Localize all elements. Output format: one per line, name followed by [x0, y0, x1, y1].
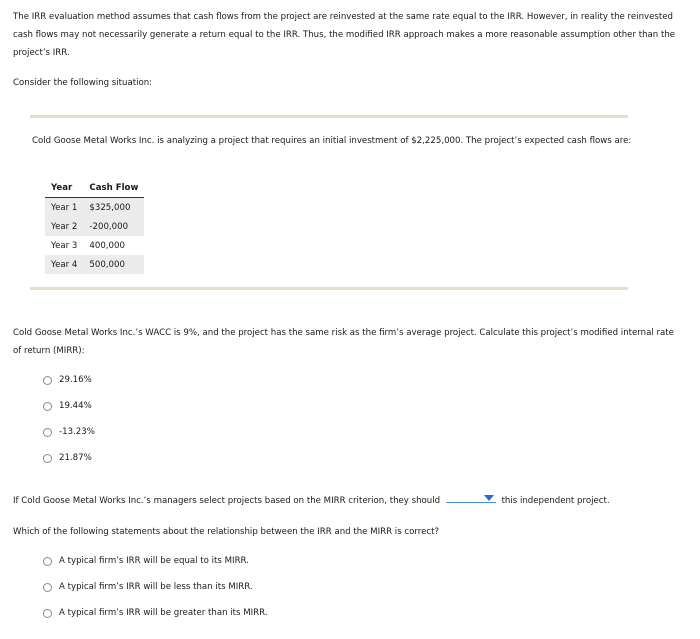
irr-mirr-question: Which of the following statements about the relationship between the IRR and the MIRR is correct? — [13, 527, 440, 537]
cash-flow-table — [45, 179, 144, 274]
year-cell: Year 3 — [51, 240, 78, 251]
table-row — [45, 198, 144, 218]
option-label: A typical firm’s IRR will be greater than its MIRR. — [59, 608, 268, 618]
bottom-divider — [30, 287, 628, 290]
year-cell: Year 1 — [45, 198, 83, 218]
irr-mirr-option[interactable] — [43, 556, 249, 566]
year-cell: Year 2 — [45, 217, 83, 236]
radio-button[interactable] — [43, 609, 52, 618]
mirr-option[interactable] — [43, 427, 95, 437]
table-row — [45, 255, 144, 274]
chevron-down-icon — [484, 495, 494, 501]
table-row — [45, 236, 144, 255]
mirr-question: Cold Goose Metal Works Inc.’s WACC is 9%, and the project has the same risk as the firm’s average project. Calculate this project’s modified internal rate of return (MIRR): — [13, 328, 674, 356]
scenario-paragraph: Cold Goose Metal Works Inc. is analyzing a project that requires an initial investment of $2,225,000. The project’s expected cash flows are: — [32, 136, 632, 146]
cash-flow-cell: 400,000 — [89, 240, 125, 251]
irr-mirr-option[interactable] — [43, 582, 253, 592]
mirr-option[interactable] — [43, 453, 92, 463]
decision-sentence — [13, 492, 610, 506]
option-label: 29.16% — [59, 375, 92, 385]
option-label: 21.87% — [59, 453, 92, 463]
table-header-row — [45, 179, 144, 198]
option-label: 19.44% — [59, 401, 92, 411]
option-label: A typical firm’s IRR will be equal to its MIRR. — [59, 556, 249, 566]
cash-flow-cell: 500,000 — [83, 255, 144, 274]
mirr-option[interactable] — [43, 375, 92, 385]
decision-dropdown[interactable] — [446, 492, 496, 503]
radio-button[interactable] — [43, 454, 52, 463]
year-cell: Year 4 — [45, 255, 83, 274]
year-header: Year — [45, 179, 83, 198]
mirr-option[interactable] — [43, 401, 92, 411]
consider-label: Consider the following situation: — [13, 78, 153, 88]
cash-flow-cell: -200,000 — [83, 217, 144, 236]
option-label: -13.23% — [59, 427, 95, 437]
radio-button[interactable] — [43, 557, 52, 566]
intro-paragraph: The IRR evaluation method assumes that cash flows from the project are reinvested at the same rate equal to the IRR. However, in reality the reinvested cash flows may not necessarily generate a return equal to the IRR. Thus, the modified IRR approach makes a more reasonable assumption other than the project’s IRR. — [13, 12, 676, 58]
irr-mirr-option[interactable] — [43, 608, 268, 618]
option-label: A typical firm’s IRR will be less than its MIRR. — [59, 582, 253, 592]
decision-text-before: If Cold Goose Metal Works Inc.’s managers select projects based on the MIRR criterion, they should — [13, 496, 441, 506]
decision-text-after: this independent project. — [501, 496, 610, 506]
top-divider — [30, 115, 628, 118]
radio-button[interactable] — [43, 402, 52, 411]
cash-flow-cell: $325,000 — [83, 198, 144, 218]
radio-button[interactable] — [43, 376, 52, 385]
radio-button[interactable] — [43, 428, 52, 437]
table-row — [45, 217, 144, 236]
cash-flow-header: Cash Flow — [83, 179, 144, 198]
radio-button[interactable] — [43, 583, 52, 592]
